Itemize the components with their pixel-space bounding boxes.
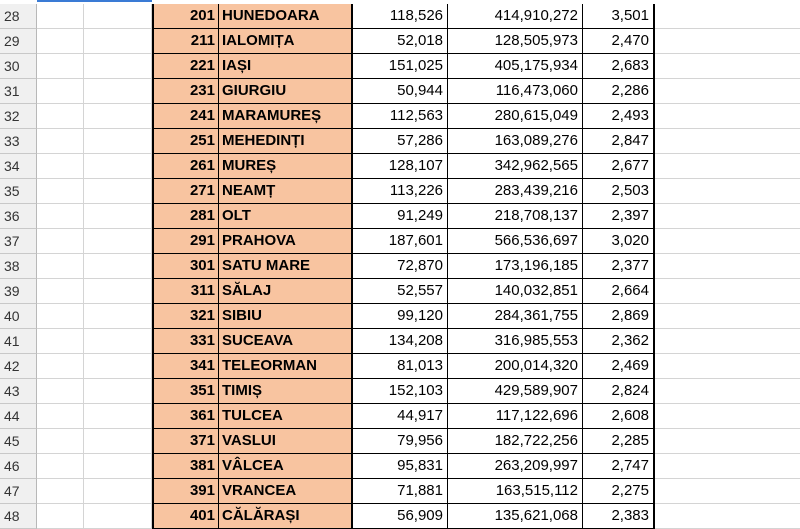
cell-value-1[interactable]: 52,018 <box>353 29 448 54</box>
cell-col-a[interactable] <box>37 379 84 404</box>
cell-col-b[interactable] <box>84 4 152 29</box>
table-row <box>0 229 800 254</box>
cell-value-1[interactable]: 151,025 <box>353 54 448 79</box>
cell-county-name[interactable]: GIURGIU <box>219 79 353 104</box>
row-header[interactable]: 39 <box>0 279 37 304</box>
cell-col-b[interactable] <box>84 479 152 504</box>
row-header[interactable]: 48 <box>0 504 37 529</box>
cell-value-1[interactable]: 56,909 <box>353 504 448 529</box>
cell-value-1[interactable]: 71,881 <box>353 479 448 504</box>
cell-code[interactable]: 231 <box>152 79 219 104</box>
cell-code[interactable]: 291 <box>152 229 219 254</box>
cell-value-2[interactable]: 173,196,185 <box>448 254 583 279</box>
cell-col-a[interactable] <box>37 329 84 354</box>
cell-col-b[interactable] <box>84 429 152 454</box>
cell-value-2[interactable]: 405,175,934 <box>448 54 583 79</box>
cell-value-1[interactable]: 52,557 <box>353 279 448 304</box>
table-row <box>0 29 800 54</box>
cell-col-a[interactable] <box>37 54 84 79</box>
cell-value-1[interactable]: 112,563 <box>353 104 448 129</box>
cell-value-2[interactable]: 280,615,049 <box>448 104 583 129</box>
cell-code[interactable]: 371 <box>152 429 219 454</box>
cell-col-h[interactable] <box>655 129 800 154</box>
cell-value-1[interactable]: 128,107 <box>353 154 448 179</box>
cell-value-2[interactable]: 263,209,997 <box>448 454 583 479</box>
row-header[interactable]: 33 <box>0 129 37 154</box>
cell-code[interactable]: 211 <box>152 29 219 54</box>
cell-col-h[interactable] <box>655 29 800 54</box>
cell-col-a[interactable] <box>37 154 84 179</box>
cell-code[interactable]: 201 <box>152 4 219 29</box>
row-header[interactable]: 32 <box>0 104 37 129</box>
table-row <box>0 179 800 204</box>
cell-col-b[interactable] <box>84 404 152 429</box>
cell-county-name[interactable]: VRANCEA <box>219 479 353 504</box>
cell-col-a[interactable] <box>37 179 84 204</box>
cell-value-1[interactable]: 95,831 <box>353 454 448 479</box>
cell-col-a[interactable] <box>37 29 84 54</box>
cell-col-b[interactable] <box>84 154 152 179</box>
cell-value-1[interactable]: 99,120 <box>353 304 448 329</box>
cell-col-h[interactable] <box>655 404 800 429</box>
cell-col-b[interactable] <box>84 79 152 104</box>
cell-county-name[interactable]: OLT <box>219 204 353 229</box>
cell-county-name[interactable]: CĂLĂRAȘI <box>219 504 353 529</box>
row-header[interactable]: 34 <box>0 154 37 179</box>
cell-col-h[interactable] <box>655 454 800 479</box>
cell-code[interactable]: 331 <box>152 329 219 354</box>
cell-county-name[interactable]: PRAHOVA <box>219 229 353 254</box>
cell-value-3[interactable]: 2,397 <box>583 204 655 229</box>
cell-value-3[interactable]: 2,824 <box>583 379 655 404</box>
table-row <box>0 329 800 354</box>
table-row <box>0 404 800 429</box>
cell-code[interactable]: 241 <box>152 104 219 129</box>
cell-col-a[interactable] <box>37 279 84 304</box>
cell-value-2[interactable]: 163,089,276 <box>448 129 583 154</box>
cell-county-name[interactable]: TULCEA <box>219 404 353 429</box>
cell-county-name[interactable]: SUCEAVA <box>219 329 353 354</box>
row-header[interactable]: 29 <box>0 29 37 54</box>
cell-col-h[interactable] <box>655 354 800 379</box>
table-row <box>0 479 800 504</box>
table-row <box>0 454 800 479</box>
cell-col-h[interactable] <box>655 4 800 29</box>
cell-value-1[interactable]: 50,944 <box>353 79 448 104</box>
cell-col-b[interactable] <box>84 354 152 379</box>
cell-col-h[interactable] <box>655 329 800 354</box>
cell-col-a[interactable] <box>37 404 84 429</box>
row-header[interactable]: 35 <box>0 179 37 204</box>
cell-county-name[interactable]: MARAMUREȘ <box>219 104 353 129</box>
cell-col-b[interactable] <box>84 29 152 54</box>
cell-value-1[interactable]: 118,526 <box>353 4 448 29</box>
cell-value-3[interactable]: 3,501 <box>583 4 655 29</box>
cell-value-2[interactable]: 342,962,565 <box>448 154 583 179</box>
cell-col-h[interactable] <box>655 479 800 504</box>
cell-col-a[interactable] <box>37 254 84 279</box>
cell-county-name[interactable]: SIBIU <box>219 304 353 329</box>
cell-code[interactable]: 221 <box>152 54 219 79</box>
cell-col-a[interactable] <box>37 229 84 254</box>
table-row <box>0 54 800 79</box>
cell-value-1[interactable]: 134,208 <box>353 329 448 354</box>
cell-col-b[interactable] <box>84 379 152 404</box>
cell-value-3[interactable]: 2,664 <box>583 279 655 304</box>
cell-code[interactable]: 391 <box>152 479 219 504</box>
row-header[interactable]: 46 <box>0 454 37 479</box>
table-row <box>0 254 800 279</box>
cell-code[interactable]: 381 <box>152 454 219 479</box>
cell-value-3[interactable]: 2,503 <box>583 179 655 204</box>
cell-col-b[interactable] <box>84 54 152 79</box>
table-row <box>0 504 800 529</box>
cell-value-3[interactable]: 2,377 <box>583 254 655 279</box>
cell-col-h[interactable] <box>655 254 800 279</box>
cell-code[interactable]: 261 <box>152 154 219 179</box>
table-row <box>0 204 800 229</box>
row-header[interactable]: 44 <box>0 404 37 429</box>
cell-value-2[interactable]: 128,505,973 <box>448 29 583 54</box>
cell-value-1[interactable]: 187,601 <box>353 229 448 254</box>
cell-col-a[interactable] <box>37 454 84 479</box>
cell-county-name[interactable]: SATU MARE <box>219 254 353 279</box>
cell-col-b[interactable] <box>84 454 152 479</box>
cell-col-h[interactable] <box>655 154 800 179</box>
cell-county-name[interactable]: TIMIȘ <box>219 379 353 404</box>
cell-value-3[interactable]: 2,683 <box>583 54 655 79</box>
cell-value-2[interactable]: 283,439,216 <box>448 179 583 204</box>
cell-col-h[interactable] <box>655 429 800 454</box>
cell-col-b[interactable] <box>84 329 152 354</box>
cell-value-2[interactable]: 140,032,851 <box>448 279 583 304</box>
cell-code[interactable]: 251 <box>152 129 219 154</box>
row-header[interactable]: 47 <box>0 479 37 504</box>
cell-value-2[interactable]: 284,361,755 <box>448 304 583 329</box>
cell-col-h[interactable] <box>655 229 800 254</box>
cell-value-3[interactable]: 2,470 <box>583 29 655 54</box>
cell-value-3[interactable]: 2,747 <box>583 454 655 479</box>
row-header[interactable]: 38 <box>0 254 37 279</box>
cell-value-3[interactable]: 2,608 <box>583 404 655 429</box>
cell-county-name[interactable]: IALOMIȚA <box>219 29 353 54</box>
cell-value-3[interactable]: 2,285 <box>583 429 655 454</box>
cell-value-2[interactable]: 163,515,112 <box>448 479 583 504</box>
cell-col-a[interactable] <box>37 479 84 504</box>
cell-code[interactable]: 341 <box>152 354 219 379</box>
cell-value-2[interactable]: 200,014,320 <box>448 354 583 379</box>
row-header[interactable]: 36 <box>0 204 37 229</box>
row-header[interactable]: 41 <box>0 329 37 354</box>
cell-value-3[interactable]: 2,383 <box>583 504 655 529</box>
cell-col-h[interactable] <box>655 379 800 404</box>
cell-value-1[interactable]: 44,917 <box>353 404 448 429</box>
cell-col-a[interactable] <box>37 104 84 129</box>
row-header[interactable]: 42 <box>0 354 37 379</box>
cell-code[interactable]: 271 <box>152 179 219 204</box>
cell-value-3[interactable]: 3,020 <box>583 229 655 254</box>
row-header[interactable]: 40 <box>0 304 37 329</box>
cell-county-name[interactable]: SĂLAJ <box>219 279 353 304</box>
cell-col-b[interactable] <box>84 229 152 254</box>
cell-col-h[interactable] <box>655 204 800 229</box>
cell-value-3[interactable]: 2,847 <box>583 129 655 154</box>
cell-col-a[interactable] <box>37 4 84 29</box>
cell-col-h[interactable] <box>655 179 800 204</box>
cell-county-name[interactable]: TELEORMAN <box>219 354 353 379</box>
table-row <box>0 429 800 454</box>
cell-code[interactable]: 351 <box>152 379 219 404</box>
row-header[interactable]: 43 <box>0 379 37 404</box>
cell-col-a[interactable] <box>37 429 84 454</box>
row-header[interactable]: 37 <box>0 229 37 254</box>
cell-value-1[interactable]: 113,226 <box>353 179 448 204</box>
cell-county-name[interactable]: VÂLCEA <box>219 454 353 479</box>
cell-col-a[interactable] <box>37 79 84 104</box>
row-header[interactable]: 45 <box>0 429 37 454</box>
cell-value-3[interactable]: 2,275 <box>583 479 655 504</box>
cell-value-3[interactable]: 2,677 <box>583 154 655 179</box>
cell-col-b[interactable] <box>84 254 152 279</box>
cell-county-name[interactable]: MUREȘ <box>219 154 353 179</box>
cell-county-name[interactable]: IAȘI <box>219 54 353 79</box>
cell-code[interactable]: 401 <box>152 504 219 529</box>
cell-col-h[interactable] <box>655 79 800 104</box>
table-row <box>0 154 800 179</box>
cell-col-a[interactable] <box>37 204 84 229</box>
cell-value-2[interactable]: 566,536,697 <box>448 229 583 254</box>
cell-col-h[interactable] <box>655 304 800 329</box>
cell-col-a[interactable] <box>37 304 84 329</box>
table-row <box>0 79 800 104</box>
cell-county-name[interactable]: HUNEDOARA <box>219 4 353 29</box>
cell-col-a[interactable] <box>37 354 84 379</box>
cell-value-1[interactable]: 81,013 <box>353 354 448 379</box>
cell-value-1[interactable]: 57,286 <box>353 129 448 154</box>
table-row <box>0 104 800 129</box>
row-header[interactable]: 31 <box>0 79 37 104</box>
cell-code[interactable]: 301 <box>152 254 219 279</box>
table-row <box>0 304 800 329</box>
table-row <box>0 379 800 404</box>
cell-col-h[interactable] <box>655 104 800 129</box>
cell-code[interactable]: 361 <box>152 404 219 429</box>
cell-col-b[interactable] <box>84 504 152 529</box>
cell-value-3[interactable]: 2,286 <box>583 79 655 104</box>
table-row <box>0 354 800 379</box>
table-row <box>0 4 800 29</box>
table-row <box>0 279 800 304</box>
cell-value-1[interactable]: 72,870 <box>353 254 448 279</box>
cell-code[interactable]: 281 <box>152 204 219 229</box>
cell-county-name[interactable]: NEAMȚ <box>219 179 353 204</box>
cell-col-b[interactable] <box>84 129 152 154</box>
cell-col-h[interactable] <box>655 504 800 529</box>
cell-code[interactable]: 311 <box>152 279 219 304</box>
cell-value-2[interactable]: 116,473,060 <box>448 79 583 104</box>
row-header[interactable]: 30 <box>0 54 37 79</box>
cell-col-h[interactable] <box>655 54 800 79</box>
cell-value-1[interactable]: 79,956 <box>353 429 448 454</box>
cell-col-h[interactable] <box>655 279 800 304</box>
cell-col-b[interactable] <box>84 279 152 304</box>
cell-value-2[interactable]: 182,722,256 <box>448 429 583 454</box>
row-header[interactable]: 28 <box>0 4 37 29</box>
table-row <box>0 129 800 154</box>
cell-col-b[interactable] <box>84 104 152 129</box>
cell-value-2[interactable]: 316,985,553 <box>448 329 583 354</box>
cell-col-b[interactable] <box>84 179 152 204</box>
cell-col-b[interactable] <box>84 204 152 229</box>
cell-col-a[interactable] <box>37 504 84 529</box>
cell-value-2[interactable]: 429,589,907 <box>448 379 583 404</box>
cell-value-3[interactable]: 2,362 <box>583 329 655 354</box>
cell-value-3[interactable]: 2,869 <box>583 304 655 329</box>
cell-county-name[interactable]: MEHEDINȚI <box>219 129 353 154</box>
cell-county-name[interactable]: VASLUI <box>219 429 353 454</box>
cell-value-2[interactable]: 414,910,272 <box>448 4 583 29</box>
cell-code[interactable]: 321 <box>152 304 219 329</box>
cell-col-a[interactable] <box>37 129 84 154</box>
cell-value-2[interactable]: 218,708,137 <box>448 204 583 229</box>
cell-col-b[interactable] <box>84 304 152 329</box>
cell-value-2[interactable]: 117,122,696 <box>448 404 583 429</box>
selected-cell-edge <box>37 0 152 2</box>
cell-value-2[interactable]: 135,621,068 <box>448 504 583 529</box>
cell-value-3[interactable]: 2,493 <box>583 104 655 129</box>
cell-value-1[interactable]: 152,103 <box>353 379 448 404</box>
cell-value-1[interactable]: 91,249 <box>353 204 448 229</box>
cell-value-3[interactable]: 2,469 <box>583 354 655 379</box>
